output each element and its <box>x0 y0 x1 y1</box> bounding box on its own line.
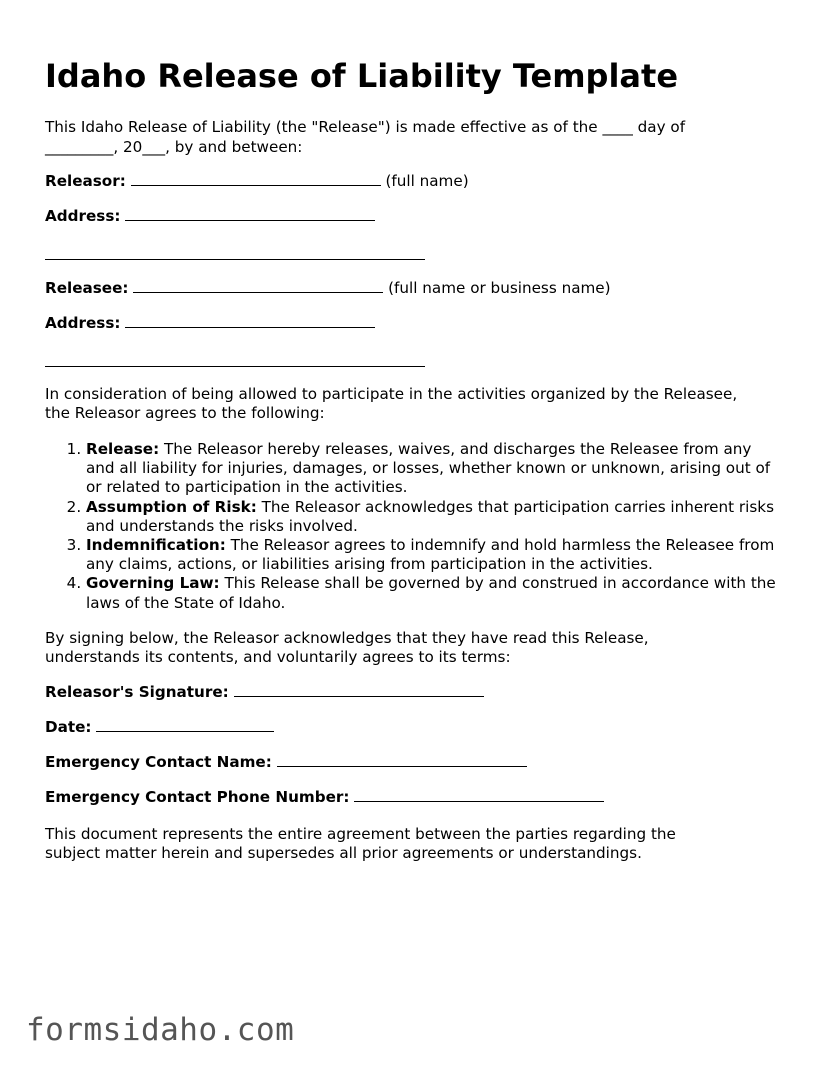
term-assumption-of-risk <box>86 498 781 536</box>
term-text: The Releasor acknowledges that participation carries inherent risks and understands the risks involved. <box>86 497 774 535</box>
term-release <box>86 440 781 498</box>
date-field <box>45 718 274 738</box>
emergency-phone-label: Emergency Contact Phone Number: <box>45 788 350 806</box>
emergency-name-field <box>45 753 527 773</box>
term-indemnification <box>86 536 781 574</box>
signature-field <box>45 683 484 703</box>
releasee-address-line-2[interactable] <box>45 366 425 367</box>
emergency-phone-blank[interactable] <box>354 789 604 802</box>
term-governing-law <box>86 574 781 612</box>
consideration-line-2: the Releasor agrees to the following: <box>45 404 325 422</box>
term-text: This Release shall be governed by and construed in accordance with the laws of the State of Idaho. <box>86 574 776 612</box>
intro-line-1: This Idaho Release of Liability (the "Release") is made effective as of the ____ day of <box>45 118 686 136</box>
site-watermark: formsidaho.com <box>26 1012 295 1048</box>
releasor-address-line-2[interactable] <box>45 259 425 260</box>
releasee-field <box>45 279 611 299</box>
releasor-address-blank[interactable] <box>125 208 375 221</box>
emergency-phone-field <box>45 788 604 808</box>
releasee-label: Releasee: <box>45 279 129 297</box>
releasor-label: Releasor: <box>45 172 126 190</box>
date-label: Date: <box>45 718 92 736</box>
signature-label: Releasor's Signature: <box>45 683 229 701</box>
releasee-name-blank[interactable] <box>133 280 383 293</box>
closing-line-2: subject matter herein and supersedes all prior agreements or understandings. <box>45 844 642 862</box>
signing-line-1: By signing below, the Releasor acknowledges that they have read this Release, <box>45 629 649 647</box>
emergency-name-label: Emergency Contact Name: <box>45 753 272 771</box>
term-heading: Indemnification: <box>86 536 226 555</box>
emergency-name-blank[interactable] <box>277 754 527 767</box>
releasor-note: (full name) <box>385 172 469 190</box>
releasee-address-label: Address: <box>45 314 121 332</box>
term-heading: Assumption of Risk: <box>86 497 257 516</box>
term-text: The Releasor agrees to indemnify and hold harmless the Releasee from any claims, actions, or liabilities arising from participation in the activities. <box>86 536 775 574</box>
signature-blank[interactable] <box>234 684 484 697</box>
releasee-note: (full name or business name) <box>388 279 611 297</box>
term-heading: Release: <box>86 440 160 458</box>
term-heading: Governing Law: <box>86 574 220 593</box>
signing-line-2: understands its contents, and voluntarily agrees to its terms: <box>45 648 511 666</box>
document-title: Idaho Release of Liability Template <box>45 57 679 95</box>
consideration-line-1: In consideration of being allowed to participate in the activities organized by the Releasee, <box>45 385 738 403</box>
releasee-address-blank[interactable] <box>125 315 375 328</box>
closing-line-1: This document represents the entire agreement between the parties regarding the <box>45 825 676 843</box>
intro-line-2: _________, 20___, by and between: <box>45 138 303 156</box>
date-blank[interactable] <box>96 719 274 732</box>
term-text: The Releasor hereby releases, waives, and discharges the Releasee from any and all liability for injuries, damages, or losses, whether known or unknown, arising out of or related to participation in the activities. <box>86 440 771 497</box>
releasor-address-label: Address: <box>45 207 121 225</box>
releasor-name-blank[interactable] <box>131 173 381 186</box>
releasee-address-field <box>45 314 375 334</box>
releasor-field <box>45 172 469 192</box>
terms-list <box>45 440 824 613</box>
releasor-address-field <box>45 207 375 227</box>
